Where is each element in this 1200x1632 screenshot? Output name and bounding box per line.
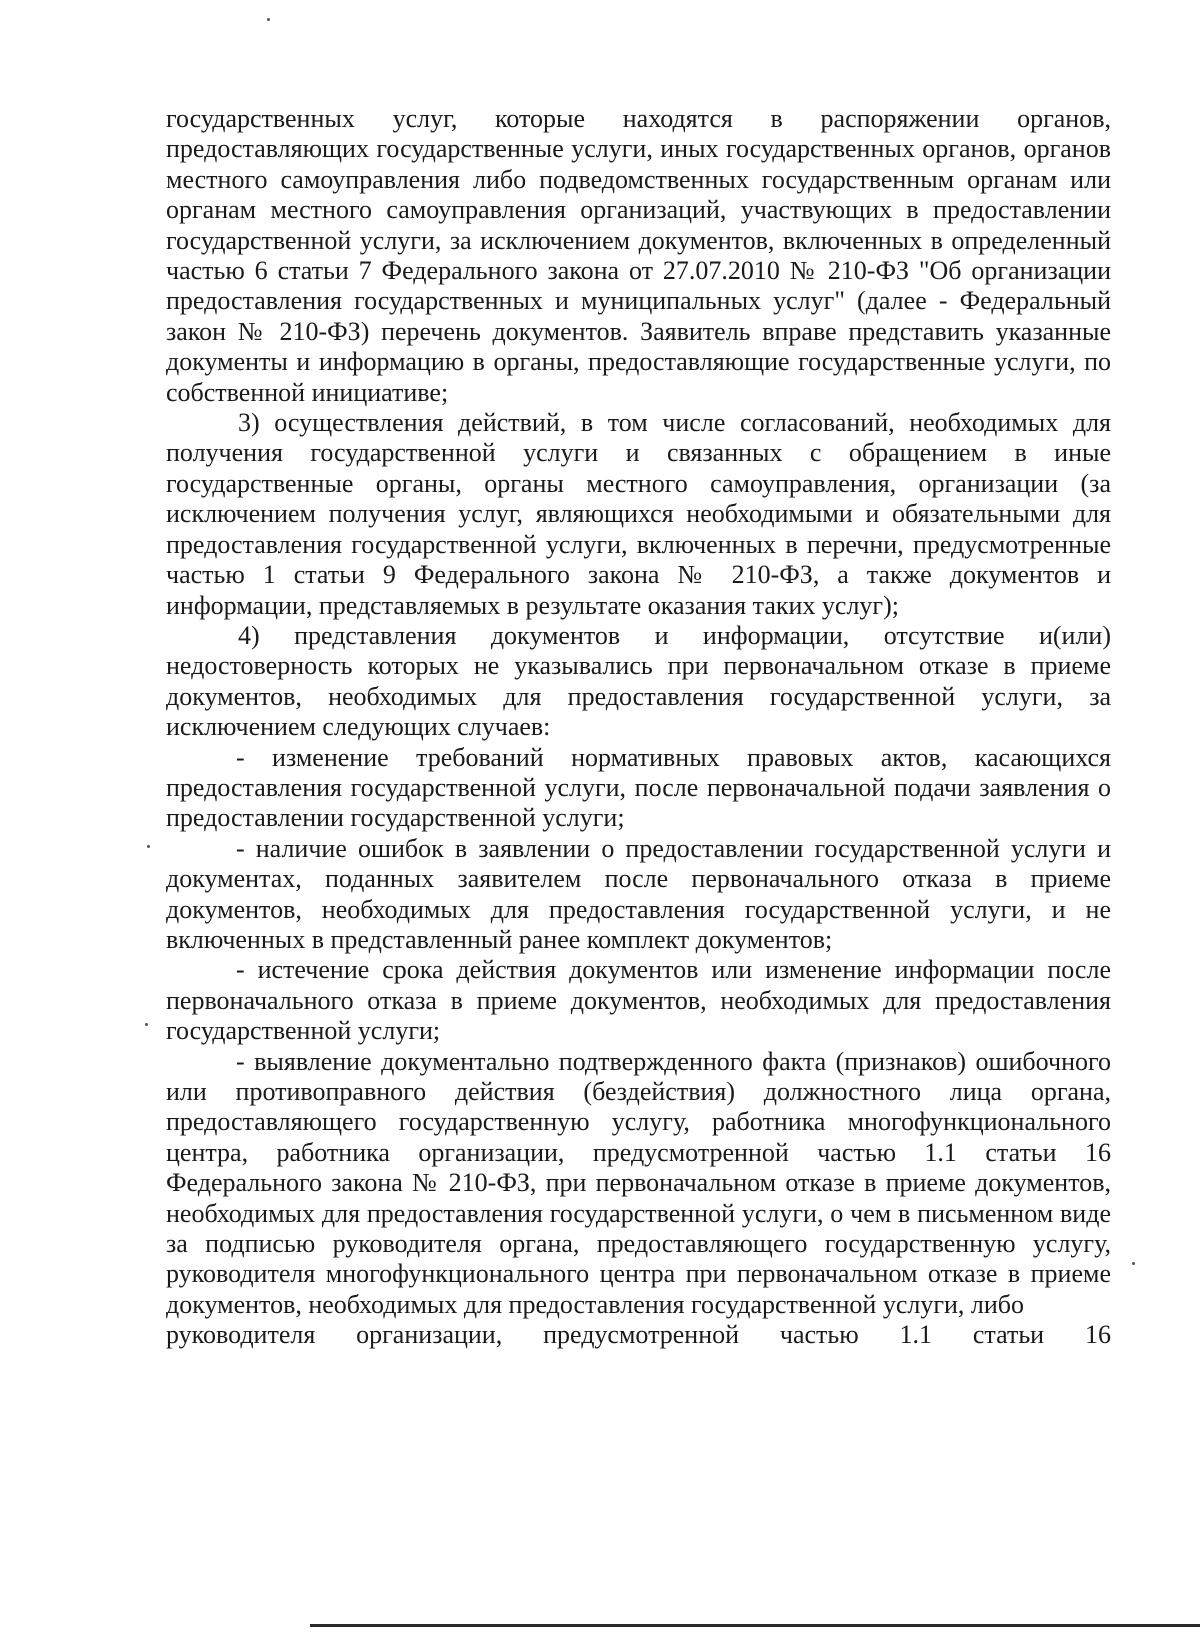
paragraph-item-3: 3) осуществления действий, в том числе согласований, необходимых для получения государственной услуги и связанных с обращением в иные государственные органы, органы местного самоуправления, организации (за исключением получения услуг, являющихся необходимыми и обязательными для предоставления государственной услуги, включенных в перечни, предусмотренные частью 1 статьи 9 Федерального закона № 210-ФЗ, а также документов и информации, представляемых в результате оказания таких услуг);: [166, 408, 1111, 620]
final-line-word: организации,: [356, 1320, 503, 1350]
final-line-word: статьи: [972, 1320, 1045, 1350]
final-line-word: руководителя: [166, 1320, 316, 1350]
scan-bottom-edge: [310, 1624, 1200, 1627]
final-line-word: частью: [779, 1320, 859, 1350]
paragraph-continuation: государственных услуг, которые находятся в распоряжении органов, предоставляющих государственные услуги, иных государственных органов, органов местного самоуправления либо подведомственных государственным органам или органам местного самоуправления организаций, участвующих в предоставлении государственной услуги, за исключением документов, включенных в определенный частью 6 статьи 7 Федерального закона от 27.07.2010 № 210-ФЗ "Об организации предоставления государственных и муниципальных услуг" (далее - Федеральный закон № 210-ФЗ) перечень документов. Заявитель вправе представить указанные документы и информацию в органы, предоставляющие государственные услуги, по собственной инициативе;: [166, 104, 1111, 407]
paragraph-case-requirements-change: - изменение требований нормативных правовых актов, касающихся предоставления государственной услуги, после первоначальной подачи заявления о предоставлении государственной услуги;: [166, 742, 1111, 833]
final-line-word: предусмотренной: [543, 1320, 740, 1350]
scan-speck: [147, 845, 150, 848]
scan-speck: [1132, 1262, 1135, 1265]
paragraph-case-errors: - наличие ошибок в заявлении о предоставлении государственной услуги и документах, поданных заявителем после первоначального отказа в приеме документов, необходимых для предоставления государственной услуги, и не включенных в представленный ранее комплект документов;: [166, 833, 1111, 954]
final-line-word: 16: [1084, 1320, 1111, 1350]
paragraph-case-expiry: - истечение срока действия документов или изменение информации после первоначального отказа в приеме документов, необходимых для предоставления государственной услуги;: [166, 955, 1111, 1046]
scan-speck: [145, 1023, 148, 1026]
paragraph-item-4: 4) представления документов и информации, отсутствие и(или) недостоверность которых не указывались при первоначальном отказе в приеме документов, необходимых для предоставления государственной услуги, за исключением следующих случаев:: [166, 620, 1111, 742]
scan-speck: [267, 18, 270, 21]
final-line-word: 1.1: [899, 1320, 933, 1350]
paragraph-case-wrongful-action: - выявление документально подтвержденного факта (признаков) ошибочного или противоправного действия (бездействия) должностного лица органа, предоставляющего государственную услугу, работника многофункционального центра, работника организации, предусмотренной частью 1.1 статьи 16 Федерального закона № 210-ФЗ, при первоначальном отказе в приеме документов, необходимых для предоставления государственной услуги, о чем в письменном виде за подписью руководителя органа, предоставляющего государственную услугу, руководителя многофункционального центра при первоначальном отказе в приеме документов, необходимых для предоставления государственной услуги, либо: [166, 1046, 1111, 1319]
paragraph-final-line: [166, 1320, 1111, 1350]
document-body: [166, 104, 1111, 1351]
